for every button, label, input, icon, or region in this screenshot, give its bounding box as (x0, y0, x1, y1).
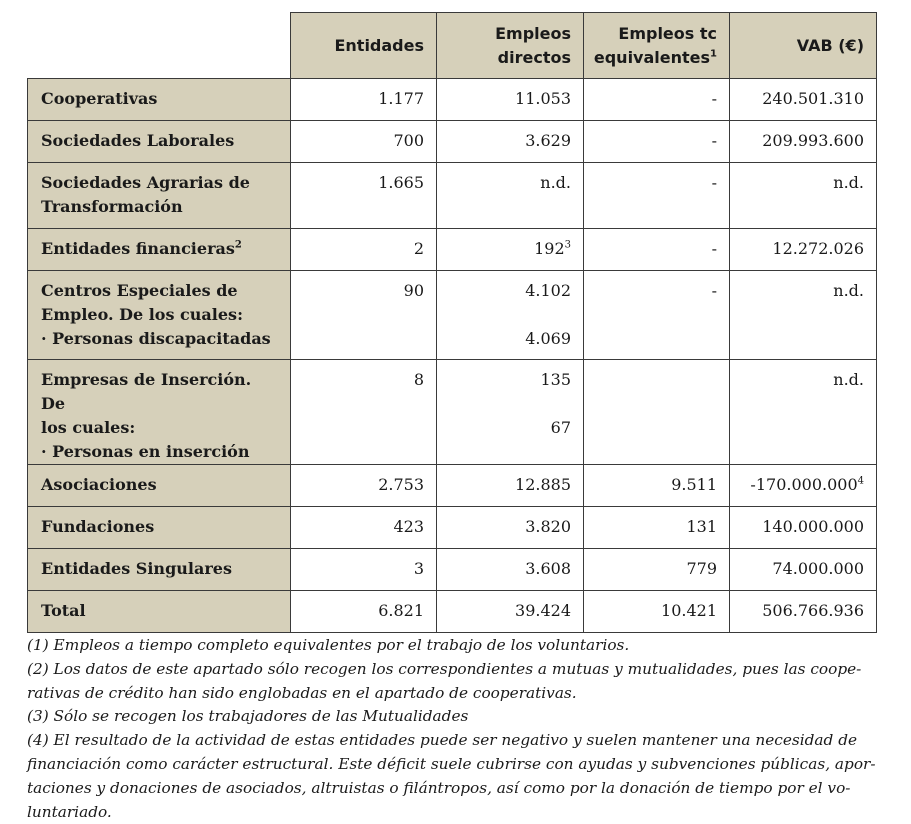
header-empleos-directos: Empleos directos (437, 13, 584, 79)
cell-tc: 779 (584, 549, 730, 591)
header-row (28, 13, 877, 79)
footnote-line: (4) El resultado de la actividad de estas entidades puede ser negativo y suelen mantener una necesidad de (27, 731, 858, 750)
row-label: Fundaciones (28, 507, 291, 549)
cell-empleos: 3.629 (437, 121, 584, 163)
footnote-line: financiación como carácter estructural. Este déficit suele cubrirse con ayudas y subvenciones públicas, apor- (27, 754, 876, 773)
cell-vab: -170.000.000$^4$ (730, 465, 877, 507)
cell-tc: - (584, 163, 730, 229)
cell-tc: - (584, 271, 730, 360)
footnote-line: (1) Empleos a tiempo completo equivalentes por el trabajo de los voluntarios. (27, 636, 630, 654)
cell-entidades: 2 (291, 229, 437, 271)
cell-tc: 131 (584, 507, 730, 549)
footnote-line: rativas de crédito han sido englobadas en el apartado de cooperativas. (27, 683, 577, 702)
cell-empleos: 11.053 (437, 79, 584, 121)
row-label: Asociaciones (28, 465, 291, 507)
cell-entidades: 3 (291, 549, 437, 591)
cell-entidades: 6.821 (291, 591, 437, 633)
cell-entidades: 700 (291, 121, 437, 163)
footnotes (27, 634, 877, 824)
cell-empleos: n.d. (437, 163, 584, 229)
row-label: Entidades financieras$^2$ (28, 229, 291, 271)
row-label: Cooperativas (28, 79, 291, 121)
cell-entidades: 1.665 (291, 163, 437, 229)
row-label: Total (28, 591, 291, 633)
table-row (28, 79, 877, 121)
footnote-line: taciones y donaciones de asociados, altruistas o filántropos, así como por la donación de tiempo por el vo- (27, 778, 851, 797)
cell-entidades: 2.753 (291, 465, 437, 507)
cell-empleos: $192^3$ (437, 229, 584, 271)
cell-tc: 10.421 (584, 591, 730, 633)
total-row (28, 591, 877, 633)
cell-empleos: 12.885 (437, 465, 584, 507)
cell-empleos: 135 67 (437, 360, 584, 465)
corner-cell (28, 13, 291, 79)
cell-empleos: 39.424 (437, 591, 584, 633)
cell-vab: 74.000.000 (730, 549, 877, 591)
cell-entidades: 423 (291, 507, 437, 549)
cell-vab: 506.766.936 (730, 591, 877, 633)
cell-tc: - (584, 121, 730, 163)
table-row (28, 507, 877, 549)
row-label: Sociedades Agrarias de Transformación (28, 163, 291, 229)
data-table (27, 12, 877, 633)
cell-tc (584, 360, 730, 465)
cell-entidades: 1.177 (291, 79, 437, 121)
footnote-line: luntariado. (27, 802, 112, 821)
footnote-line: (2) Los datos de este apartado sólo recogen los correspondientes a mutuas y mutualidades, pues las coope- (27, 659, 862, 678)
cell-entidades: 8 (291, 360, 437, 465)
cell-vab: 209.993.600 (730, 121, 877, 163)
table-row (28, 163, 877, 229)
header-entidades: Entidades (291, 13, 437, 79)
table-row (28, 121, 877, 163)
cell-entidades: 90 (291, 271, 437, 360)
cell-vab: n.d. (730, 360, 877, 465)
table-row (28, 549, 877, 591)
cell-vab: 240.501.310 (730, 79, 877, 121)
header-vab: VAB (€) (730, 13, 877, 79)
row-label: Entidades Singulares (28, 549, 291, 591)
table-row (28, 465, 877, 507)
cell-vab: 140.000.000 (730, 507, 877, 549)
table-row (28, 360, 877, 465)
cell-tc: - (584, 79, 730, 121)
cell-vab: n.d. (730, 271, 877, 360)
cell-tc: - (584, 229, 730, 271)
table-row (28, 229, 877, 271)
header-empleos-tc: Empleos tc equivalentes$^1$ (584, 13, 730, 79)
row-label: Centros Especiales de Empleo. De los cuales: · Personas discapacitadas (28, 271, 291, 360)
table-container (27, 12, 877, 633)
cell-vab: 12.272.026 (730, 229, 877, 271)
row-label: Empresas de Inserción. De los cuales: · Personas en inserción (28, 360, 291, 465)
row-label: Sociedades Laborales (28, 121, 291, 163)
table-row (28, 271, 877, 360)
cell-tc: 9.511 (584, 465, 730, 507)
footnote-line: (3) Sólo se recogen los trabajadores de las Mutualidades (27, 707, 469, 726)
cell-empleos: 3.608 (437, 549, 584, 591)
cell-empleos: 3.820 (437, 507, 584, 549)
cell-vab: n.d. (730, 163, 877, 229)
cell-empleos: 4.102 4.069 (437, 271, 584, 360)
